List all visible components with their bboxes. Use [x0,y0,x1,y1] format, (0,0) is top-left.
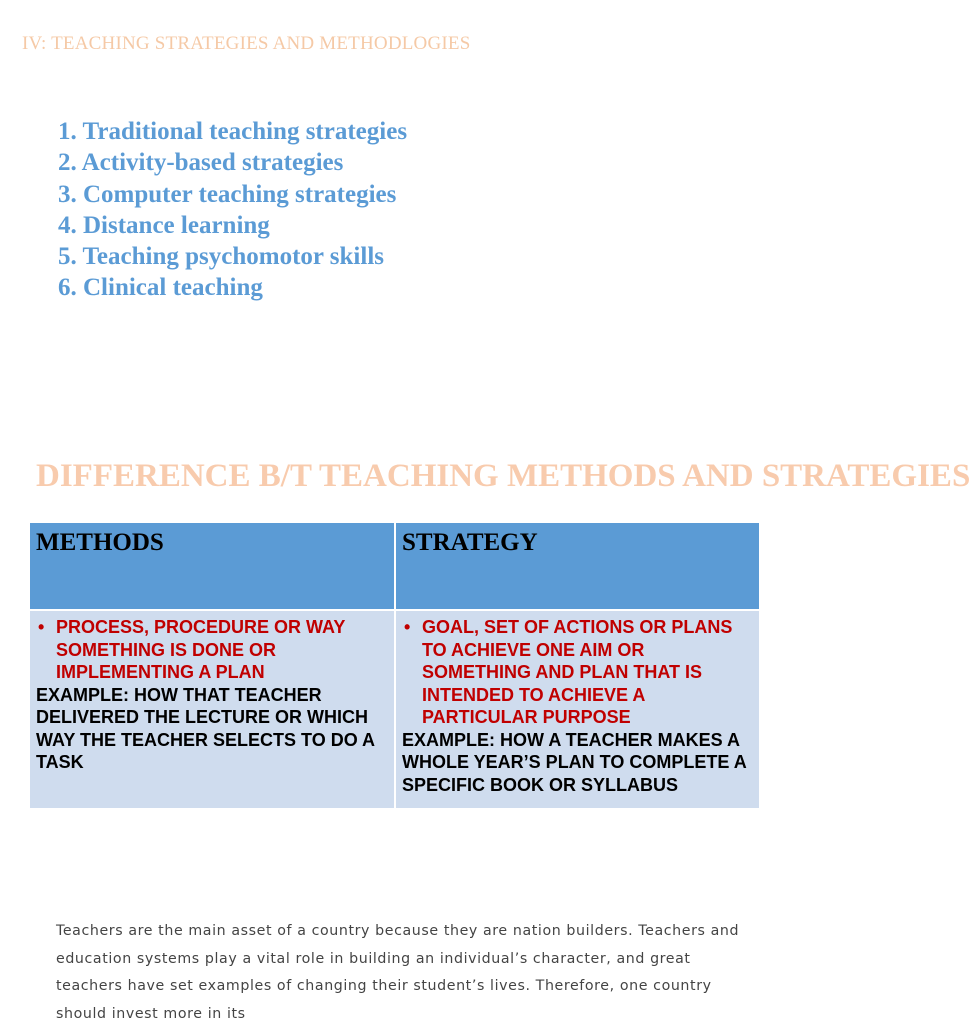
list-item: 6. Clinical teaching [58,274,263,302]
bullet-dot: • [38,617,45,637]
strategy-definition: GOAL, SET OF ACTIONS OR PLANS TO ACHIEVE ONE AIM OR SOMETHING AND PLAN THAT IS INTENDED TO ACHIEVE A PARTICULAR PURPOSE [422,617,733,727]
section-title: IV: TEACHING STRATEGIES AND METHODLOGIES [22,33,471,54]
table-row [30,610,759,808]
methods-cell [30,610,395,808]
methods-header: METHODS [30,523,395,610]
strategy-bullet [402,616,753,729]
bullet-dot: • [404,617,411,637]
list-item: 3. Computer teaching strategies [58,180,397,208]
table-header-row [30,523,759,610]
methods-example: EXAMPLE: HOW THAT TEACHER DELIVERED THE LECTURE OR WHICH WAY THE TEACHER SELECTS TO DO A TASK [36,684,375,772]
list-item: 2. Activity-based strategies [58,149,344,177]
strategy-cell [395,610,759,808]
difference-title: DIFFERENCE B/T TEACHING METHODS AND STRATEGIES [36,458,970,494]
list-item: 1. Traditional teaching strategies [58,118,408,145]
list-item: 5. Teaching psychomotor skills [58,243,385,271]
comparison-table [30,523,759,808]
strategy-example: EXAMPLE: HOW A TEACHER MAKES A WHOLE YEAR’S PLAN TO COMPLETE A SPECIFIC BOOK OR SYLLABUS [402,729,747,795]
body-paragraph: Teachers are the main asset of a country because they are nation builders. Teachers and education systems play a vital role in building an individual’s character, and great teachers have set examples of changing their student’s lives. Therefore, one country should invest more in its [56,923,740,1022]
list-item: 4. Distance learning [58,211,270,239]
strategy-list [58,116,407,304]
methods-bullet [36,616,388,684]
methods-definition: PROCESS, PROCEDURE OR WAY SOMETHING IS DONE OR IMPLEMENTING A PLAN [56,617,346,682]
strategy-header: STRATEGY [395,523,759,610]
